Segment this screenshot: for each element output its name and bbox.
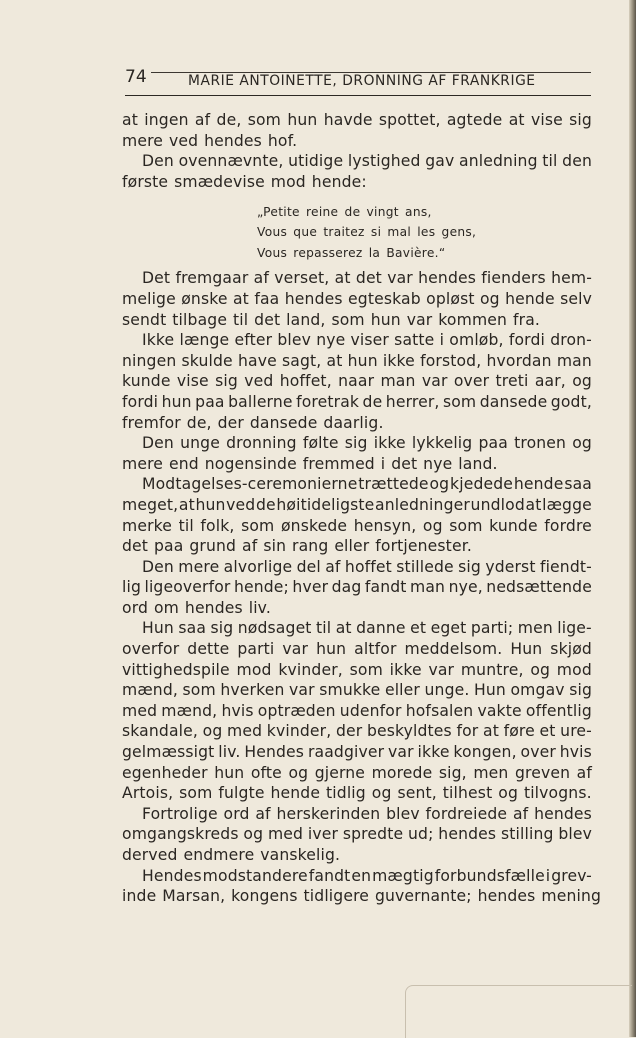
text-line: første smædevise mod hende: [122, 172, 367, 191]
text-line: skandale, og med kvinder, der beskyldtes for at føre et ure- [122, 722, 592, 741]
page-edge-shadow [629, 0, 636, 1037]
text-line: mere end nogensinde fremmed i det nye land. [122, 454, 498, 473]
text-line: merke til folk, som ønskede hensyn, og som kunde fordre [122, 516, 592, 535]
text-line: omgangskreds og med iver spredte ud; hendes stilling blev [122, 825, 592, 844]
text-line: Den ovennævnte, utidige lystighed gav anledning til den [142, 152, 592, 171]
page-fold-outline [405, 985, 632, 1038]
verse-quote [257, 202, 517, 263]
verse-line: Vous que traitez si mal les gens, [257, 225, 477, 240]
text-line: Ikke længe efter blev nye viser satte i omløb, fordi dron- [142, 331, 592, 350]
text-line: Hendes modstandere fandt en mægtig forbundsfælle i grev- [142, 866, 592, 885]
text-line: Modtagelses-ceremonierne trættede og kjedede hende saa [142, 475, 592, 494]
text-line: Fortrolige ord af herskerinden blev fordreiede af hendes [142, 804, 592, 823]
page-number: 74 [125, 66, 151, 88]
verse-line: „Petite reine de vingt ans, [257, 205, 432, 219]
text-line: egenheder hun ofte og gjerne morede sig, men greven af [122, 763, 592, 782]
text-line: mere ved hendes hof. [122, 131, 298, 150]
text-line: Den mere alvorlige del af hoffet stillede sig yderst fiendt- [142, 557, 592, 576]
text-line: Det fremgaar af verset, at det var hendes fienders hem- [142, 269, 592, 288]
text-line: det paa grund af sin rang eller fortjenester. [122, 537, 472, 556]
verse-line: Vous repasserez la Bavière.“ [257, 245, 446, 260]
page-header [125, 66, 591, 88]
text-line: kunde vise sig ved hoffet, naar man var over treti aar, og [122, 372, 592, 391]
text-line: at ingen af de, som hun havde spottet, agtede at vise sig [122, 111, 592, 129]
text-line: lig ligeoverfor hende; hver dag fandt man nye, nedsættende [122, 578, 592, 597]
text-line: derved endmere vanskelig. [122, 846, 341, 864]
text-line: melige ønske at faa hendes egteskab opløst og hende selv [122, 289, 592, 308]
text-line: overfor dette parti var hun altfor meddelsom. Hun skjød [122, 640, 592, 659]
text-line: fordi hun paa ballerne foretrak de herrer, som dansede godt, [122, 392, 592, 411]
header-rule-bottom [125, 95, 591, 96]
text-line: vittighedspile mod kvinder, som ikke var muntre, og mod [122, 660, 592, 679]
text-line: Artois, som fulgte hende tidlig og sent, tilhest og tilvogns. [122, 784, 592, 803]
text-line: med mænd, hvis optræden udenfor hofsalen vakte offentlig [122, 701, 592, 720]
text-line: sendt tilbage til det land, som hun var kommen fra. [122, 310, 541, 329]
running-title: MARIE ANTOINETTE, DRONNING AF FRANKRIGE [188, 73, 536, 89]
text-line: ningen skulde have sagt, at hun ikke forstod, hvordan man [122, 351, 592, 370]
text-line: gelmæssigt liv. Hendes raadgiver var ikke kongen, over hvis [122, 743, 592, 762]
text-line: Hun saa sig nødsaget til at danne et eget parti; men lige- [142, 619, 592, 638]
text-line: fremfor de, der dansede daarlig. [122, 413, 384, 432]
text-line: mænd, som hverken var smukke eller unge. Hun omgav sig [122, 681, 592, 700]
text-line: Den unge dronning følte sig ikke lykkelig paa tronen og [142, 434, 592, 453]
post-quote-paragraphs [122, 268, 602, 906]
text-line: inde Marsan, kongens tidligere guvernante; hendes mening [122, 887, 602, 906]
text-line: ord om hendes liv. [122, 598, 271, 617]
text-line: meget, at hun ved de høitideligste anledninger undlod at lægge [122, 495, 592, 514]
